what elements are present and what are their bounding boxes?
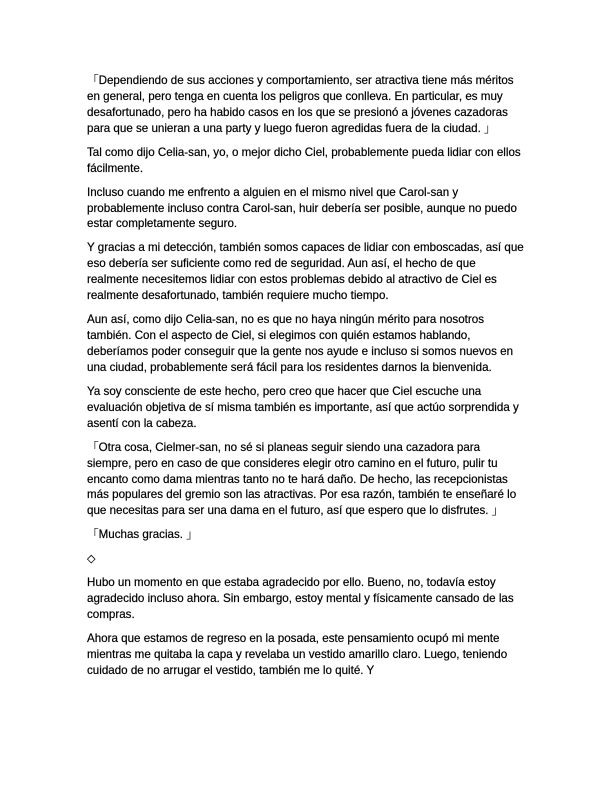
paragraph: 「Muchas gracias. 」	[87, 528, 198, 542]
paragraph: Incluso cuando me enfrento a alguien en el mismo nivel que Carol-san y probablemente incluso contra Carol-san, huir debería ser posible, aunque no puedo estar completamente seguro.	[87, 185, 517, 231]
scene-break-diamond: ◇	[87, 552, 96, 566]
paragraph: 「Otra cosa, Cielmer-san, no sé si planeas seguir siendo una cazadora para siempre, pero en caso de que consideres elegir otro camino en el futuro, pulir tu encanto como dama mientras tanto no te hará daño. De hecho, las recepcionistas más populares del gremio son las atractivas. Por esa razón, también te enseñaré lo que necesitas para ser una dama en el futuro, así que espero que lo disfrutes. 」	[87, 440, 517, 518]
paragraph: Hubo un momento en que estaba agradecido por ello. Bueno, no, todavía estoy agradecido incluso ahora. Sin embargo, estoy mental y físicamente cansado de las compras.	[87, 576, 514, 622]
paragraph: Aun así, como dijo Celia-san, no es que no haya ningún mérito para nosotros también. Con el aspecto de Ciel, si elegimos con quién estamos hablando, deberíamos poder conseguir que la gente nos ayude e incluso si somos nuevos en una ciudad, probablemente será fácil para los residentes darnos la bienvenida.	[87, 313, 514, 374]
paragraph: Ahora que estamos de regreso en la posada, este pensamiento ocupó mi mente mientras me quitaba la capa y revelaba un vestido amarillo claro. Luego, teniendo cuidado de no arrugar el vestido, también me lo quité. Y	[87, 632, 508, 677]
paragraph: 「Dependiendo de sus acciones y comportamiento, ser atractiva tiene más méritos en general, pero tenga en cuenta los peligros que conlleva. En particular, es muy desafortunado, pero ha habido casos en los que se presionó a jóvenes cazadoras para que se unieran a una party y luego fueron agredidas fuera de la ciudad. 」	[87, 74, 514, 135]
document-body	[87, 73, 527, 687]
paragraph: Tal como dijo Celia-san, yo, o mejor dicho Ciel, probablemente pueda lidiar con ellos fácilmente.	[87, 145, 521, 175]
paragraph: Ya soy consciente de este hecho, pero creo que hacer que Ciel escuche una evaluación objetiva de sí misma también es importante, así que actúo sorprendida y asentí con la cabeza.	[87, 384, 519, 430]
paragraph: Y gracias a mi detección, también somos capaces de lidiar con emboscadas, así que eso debería ser suficiente como red de seguridad. Aun así, el hecho de que realmente necesitemos lidiar con estos problemas debido al atractivo de Ciel es realmente desafortunado, también requiere mucho tiempo.	[87, 241, 524, 303]
